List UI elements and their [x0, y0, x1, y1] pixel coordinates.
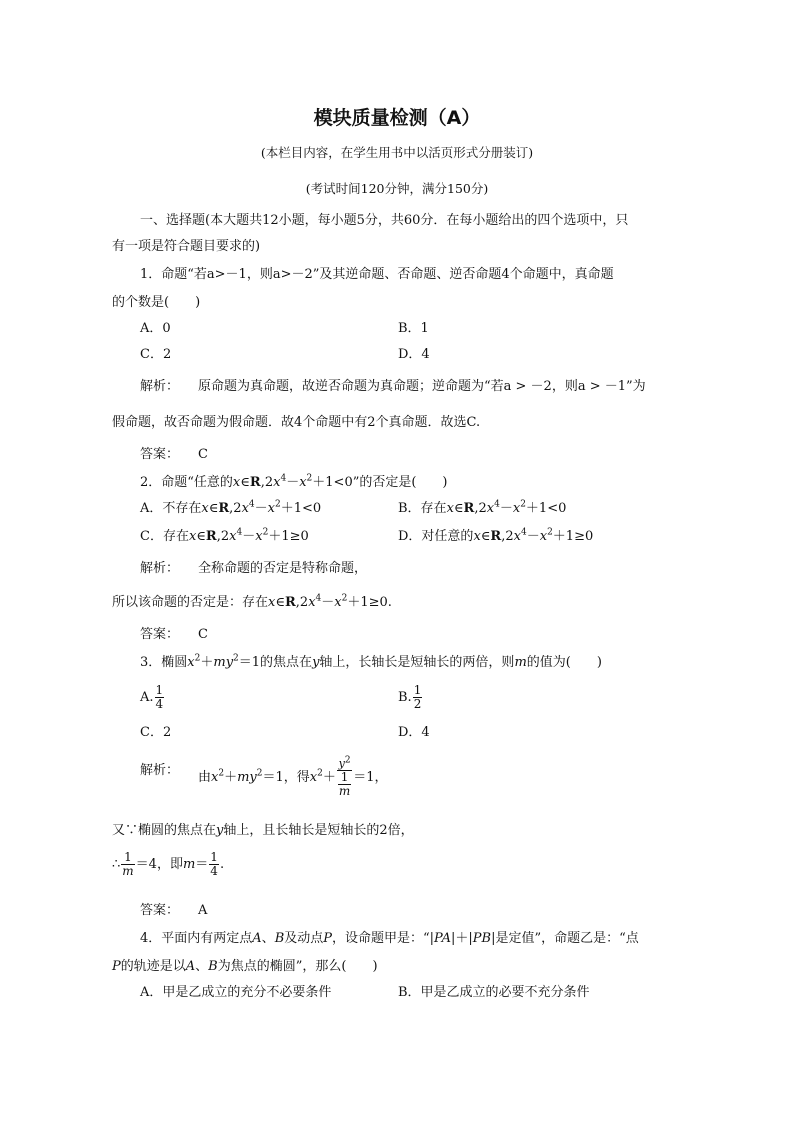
q2-option-b: B．存在$x\in R,2x^4-x^2+1<0$ [398, 499, 567, 516]
q1-analysis-line1: 原命题为真命题，故逆否命题为真命题；逆命题为“若a > －2，则a > －1”为 [198, 379, 646, 394]
q2-option-a: A．不存在$x\in R,2x^4-x^2+1<0$ [140, 499, 322, 516]
q1-option-a: A．0 [140, 321, 171, 336]
q1-answer-label: 答案： [140, 447, 180, 462]
q4-stem-line1: 4．平面内有两定点A、B及动点P，设命题甲是：“|PA|＋|PB|是定值”，命题乙是：“点 [140, 931, 639, 946]
q3-answer-label: 答案： [140, 903, 180, 918]
q1-option-c: C．2 [140, 347, 172, 362]
q2-analysis-label: 解析： [140, 561, 180, 576]
q1-option-b: B．1 [398, 321, 429, 336]
q3-analysis-label: 解析： [140, 763, 180, 778]
q3-option-a: A. $\frac{1}{4}$ [140, 683, 164, 711]
q3-analysis-line1: 由$x^2+my^2=1$，得$x^2+$ $\frac{y^2}{\frac{1}{m}}$ ＝1， [198, 755, 388, 798]
section-heading-line2: 有一项是符合题目要求的) [112, 239, 261, 254]
page-title: 模块质量检测（A） [313, 107, 481, 129]
q3-answer: A [198, 903, 208, 918]
q3-stem: 3．椭圆$x^2+my^2=1$的焦点在y轴上，长轴长是短轴长的两倍，则m的值为( ) [140, 653, 602, 670]
q3-option-c: C．2 [140, 725, 172, 740]
q4-option-b: B．甲是乙成立的必要不充分条件 [398, 985, 590, 1000]
binding-note: (本栏目内容，在学生用书中以活页形式分册装订) [260, 145, 534, 160]
q4-stem-line2: P的轨迹是以A、B为焦点的椭圆”，那么( ) [112, 959, 378, 974]
q1-stem-line1: 1．命题“若a>－1，则a>－2”及其逆命题、否命题、逆否命题4个命题中，真命题 [140, 267, 614, 282]
exam-info: (考试时间120分钟，满分150分) [305, 181, 489, 196]
q3-option-a-fraction: $\frac{1}{4}$ [155, 683, 164, 711]
section-heading-line1: 一、选择题(本大题共12小题，每小题5分，共60分．在每小题给出的四个选项中，只 [140, 213, 629, 228]
q2-analysis-line2: 所以该命题的否定是：存在$x\in R,2x^4-x^2+1\ge 0$. [112, 593, 392, 610]
q2-answer: C [198, 627, 208, 642]
q3-compound-fraction: $\frac{y^2}{\frac{1}{m}}$ [338, 755, 351, 798]
q2-option-c: C．存在$x\in R,2x^4-x^2+1\ge 0$ [140, 527, 309, 544]
q3-option-b-fraction: $\frac{1}{2}$ [413, 683, 422, 711]
q1-answer: C [198, 447, 208, 462]
q3-option-b: B. $\frac{1}{2}$ [398, 683, 422, 711]
q3-analysis-line3: ∴ $\frac{1}{m}$ ＝4，即m＝ $\frac{1}{4}$ . [112, 850, 225, 878]
q3-analysis-line2: 又∵椭圆的焦点在y轴上，且长轴长是短轴长的2倍， [112, 823, 414, 838]
q2-answer-label: 答案： [140, 627, 180, 642]
q3-fraction-1-over-m: $\frac{1}{m}$ [122, 850, 134, 878]
q4-option-a: A．甲是乙成立的充分不必要条件 [140, 985, 332, 1000]
q1-analysis-line2: 假命题，故否命题为假命题．故4个命题中有2个真命题．故选C. [112, 415, 481, 430]
q1-stem-line2: 的个数是( ) [112, 295, 201, 310]
q1-option-d: D．4 [398, 347, 430, 362]
q2-stem: 2．命题“任意的$x\in R,2x^4-x^2+1<0$”的否定是( ) [140, 473, 448, 490]
q2-analysis-line1: 全称命题的否定是特称命题， [198, 561, 368, 576]
q3-option-d: D．4 [398, 725, 430, 740]
q2-option-d: D．对任意的$x\in R,2x^4-x^2+1\ge 0$ [398, 527, 594, 544]
q3-fraction-1-over-4: $\frac{1}{4}$ [210, 850, 218, 878]
q1-analysis-label: 解析： [140, 379, 180, 394]
